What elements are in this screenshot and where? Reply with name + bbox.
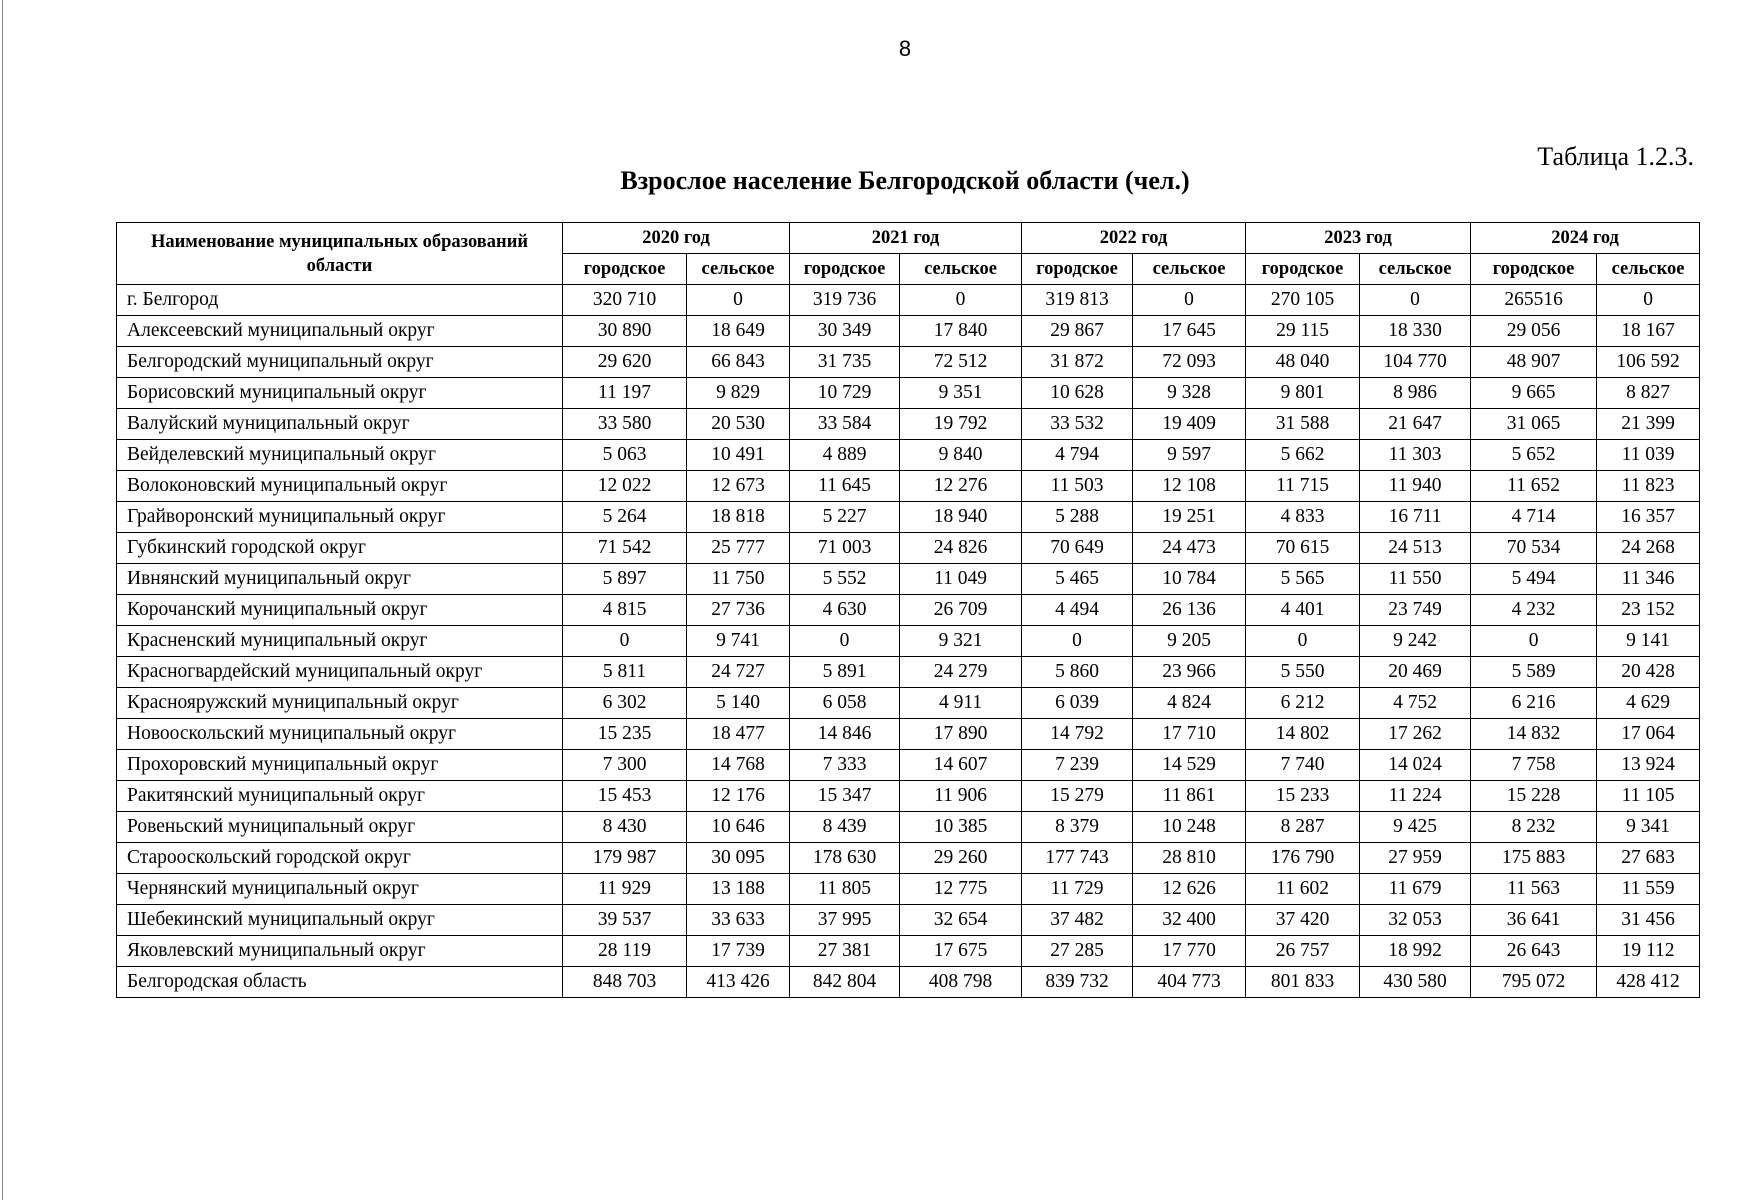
rural-value-cell: 11 679	[1360, 874, 1471, 905]
municipality-name: Шебекинский муниципальный округ	[117, 905, 563, 936]
urban-value-cell: 37 995	[790, 905, 900, 936]
table-row	[117, 285, 1700, 316]
rural-value-cell: 11 750	[687, 564, 790, 595]
urban-value-cell: 11 805	[790, 874, 900, 905]
rural-value-cell: 4 911	[900, 688, 1022, 719]
rural-value-cell: 9 597	[1133, 440, 1246, 471]
urban-value-cell: 5 550	[1246, 657, 1360, 688]
rural-header: сельское	[1360, 254, 1471, 285]
urban-value-cell: 7 239	[1022, 750, 1133, 781]
rural-value-cell: 18 330	[1360, 316, 1471, 347]
municipality-name: Белгородский муниципальный округ	[117, 347, 563, 378]
urban-value-cell: 4 630	[790, 595, 900, 626]
rural-value-cell: 24 513	[1360, 533, 1471, 564]
rural-value-cell: 10 385	[900, 812, 1022, 843]
urban-value-cell: 71 003	[790, 533, 900, 564]
rural-value-cell: 9 321	[900, 626, 1022, 657]
urban-value-cell: 4 401	[1246, 595, 1360, 626]
rural-value-cell: 32 053	[1360, 905, 1471, 936]
urban-value-cell: 7 300	[563, 750, 687, 781]
rural-value-cell: 14 024	[1360, 750, 1471, 781]
rural-value-cell: 14 607	[900, 750, 1022, 781]
urban-value-cell: 5 264	[563, 502, 687, 533]
year-header-2022: 2022 год	[1022, 223, 1246, 254]
rural-value-cell: 20 469	[1360, 657, 1471, 688]
rural-value-cell: 24 727	[687, 657, 790, 688]
urban-value-cell: 5 652	[1471, 440, 1597, 471]
urban-value-cell: 11 645	[790, 471, 900, 502]
rural-value-cell: 32 654	[900, 905, 1022, 936]
urban-value-cell: 848 703	[563, 967, 687, 998]
table-row	[117, 440, 1700, 471]
urban-header: городское	[1022, 254, 1133, 285]
rural-value-cell: 24 473	[1133, 533, 1246, 564]
urban-value-cell: 319 736	[790, 285, 900, 316]
urban-value-cell: 8 379	[1022, 812, 1133, 843]
municipality-name: Красногвардейский муниципальный округ	[117, 657, 563, 688]
urban-value-cell: 4 889	[790, 440, 900, 471]
table-row	[117, 533, 1700, 564]
table-row	[117, 409, 1700, 440]
year-header-row	[117, 223, 1700, 254]
table-row	[117, 781, 1700, 812]
urban-value-cell: 6 058	[790, 688, 900, 719]
rural-value-cell: 9 829	[687, 378, 790, 409]
municipality-name: Борисовский муниципальный округ	[117, 378, 563, 409]
rural-value-cell: 9 341	[1597, 812, 1700, 843]
urban-value-cell: 15 347	[790, 781, 900, 812]
rural-value-cell: 17 710	[1133, 719, 1246, 750]
table-row	[117, 688, 1700, 719]
table-row	[117, 874, 1700, 905]
rural-value-cell: 28 810	[1133, 843, 1246, 874]
rural-value-cell: 72 512	[900, 347, 1022, 378]
urban-value-cell: 0	[563, 626, 687, 657]
urban-value-cell: 11 652	[1471, 471, 1597, 502]
rural-value-cell: 404 773	[1133, 967, 1246, 998]
urban-value-cell: 29 620	[563, 347, 687, 378]
urban-value-cell: 31 735	[790, 347, 900, 378]
page-number: 8	[898, 36, 912, 61]
rural-value-cell: 8 827	[1597, 378, 1700, 409]
rural-value-cell: 18 940	[900, 502, 1022, 533]
urban-value-cell: 11 729	[1022, 874, 1133, 905]
urban-value-cell: 15 235	[563, 719, 687, 750]
urban-value-cell: 70 649	[1022, 533, 1133, 564]
urban-value-cell: 5 288	[1022, 502, 1133, 533]
table-row	[117, 719, 1700, 750]
urban-value-cell: 6 212	[1246, 688, 1360, 719]
table-row	[117, 905, 1700, 936]
urban-value-cell: 12 022	[563, 471, 687, 502]
municipality-name: Яковлевский муниципальный округ	[117, 936, 563, 967]
urban-value-cell: 5 589	[1471, 657, 1597, 688]
urban-value-cell: 5 465	[1022, 564, 1133, 595]
urban-value-cell: 11 197	[563, 378, 687, 409]
urban-value-cell: 28 119	[563, 936, 687, 967]
rural-value-cell: 11 550	[1360, 564, 1471, 595]
urban-value-cell: 15 228	[1471, 781, 1597, 812]
table-row	[117, 502, 1700, 533]
table-row	[117, 316, 1700, 347]
urban-value-cell: 70 615	[1246, 533, 1360, 564]
table-row	[117, 812, 1700, 843]
rural-value-cell: 11 105	[1597, 781, 1700, 812]
rural-value-cell: 13 188	[687, 874, 790, 905]
rural-value-cell: 9 840	[900, 440, 1022, 471]
municipality-name: Вейделевский муниципальный округ	[117, 440, 563, 471]
rural-value-cell: 12 673	[687, 471, 790, 502]
rural-value-cell: 16 711	[1360, 502, 1471, 533]
rural-value-cell: 408 798	[900, 967, 1022, 998]
municipality-name: Чернянский муниципальный округ	[117, 874, 563, 905]
rural-value-cell: 17 890	[900, 719, 1022, 750]
table-body	[117, 285, 1700, 998]
rural-value-cell: 11 940	[1360, 471, 1471, 502]
rural-value-cell: 19 792	[900, 409, 1022, 440]
rural-value-cell: 29 260	[900, 843, 1022, 874]
urban-value-cell: 5 897	[563, 564, 687, 595]
rural-value-cell: 9 205	[1133, 626, 1246, 657]
rural-value-cell: 10 784	[1133, 564, 1246, 595]
municipality-name: Старооскольский городской округ	[117, 843, 563, 874]
urban-value-cell: 71 542	[563, 533, 687, 564]
rural-value-cell: 8 986	[1360, 378, 1471, 409]
urban-value-cell: 14 792	[1022, 719, 1133, 750]
rural-value-cell: 17 840	[900, 316, 1022, 347]
urban-value-cell: 14 832	[1471, 719, 1597, 750]
urban-value-cell: 10 628	[1022, 378, 1133, 409]
urban-value-cell: 265516	[1471, 285, 1597, 316]
year-header-2023: 2023 год	[1246, 223, 1471, 254]
table-row	[117, 843, 1700, 874]
rural-value-cell: 13 924	[1597, 750, 1700, 781]
page-title: Взрослое население Белгородской области (чел.)	[620, 166, 1190, 195]
urban-value-cell: 0	[790, 626, 900, 657]
municipality-name: Валуйский муниципальный округ	[117, 409, 563, 440]
urban-header: городское	[790, 254, 900, 285]
urban-value-cell: 5 552	[790, 564, 900, 595]
rural-value-cell: 10 646	[687, 812, 790, 843]
rural-value-cell: 5 140	[687, 688, 790, 719]
rural-value-cell: 413 426	[687, 967, 790, 998]
rural-value-cell: 17 262	[1360, 719, 1471, 750]
rural-value-cell: 24 279	[900, 657, 1022, 688]
urban-header: городское	[1471, 254, 1597, 285]
rural-value-cell: 10 248	[1133, 812, 1246, 843]
urban-value-cell: 14 846	[790, 719, 900, 750]
rural-value-cell: 16 357	[1597, 502, 1700, 533]
rural-value-cell: 19 251	[1133, 502, 1246, 533]
urban-value-cell: 5 891	[790, 657, 900, 688]
municipality-name: г. Белгород	[117, 285, 563, 316]
urban-value-cell: 4 794	[1022, 440, 1133, 471]
urban-value-cell: 29 056	[1471, 316, 1597, 347]
rural-value-cell: 14 529	[1133, 750, 1246, 781]
urban-value-cell: 26 757	[1246, 936, 1360, 967]
urban-value-cell: 11 929	[563, 874, 687, 905]
urban-value-cell: 5 227	[790, 502, 900, 533]
rural-value-cell: 0	[1597, 285, 1700, 316]
urban-value-cell: 178 630	[790, 843, 900, 874]
urban-value-cell: 4 815	[563, 595, 687, 626]
rural-value-cell: 0	[900, 285, 1022, 316]
municipality-name: Ивнянский муниципальный округ	[117, 564, 563, 595]
municipality-name: Красненский муниципальный округ	[117, 626, 563, 657]
rural-value-cell: 9 328	[1133, 378, 1246, 409]
table-row	[117, 750, 1700, 781]
urban-value-cell: 11 563	[1471, 874, 1597, 905]
urban-value-cell: 270 105	[1246, 285, 1360, 316]
rural-value-cell: 17 675	[900, 936, 1022, 967]
rural-value-cell: 11 224	[1360, 781, 1471, 812]
urban-value-cell: 36 641	[1471, 905, 1597, 936]
urban-value-cell: 179 987	[563, 843, 687, 874]
rural-value-cell: 0	[687, 285, 790, 316]
urban-value-cell: 795 072	[1471, 967, 1597, 998]
year-header-2021: 2021 год	[790, 223, 1022, 254]
municipality-name: Алексеевский муниципальный округ	[117, 316, 563, 347]
urban-value-cell: 9 801	[1246, 378, 1360, 409]
rural-value-cell: 11 049	[900, 564, 1022, 595]
rural-value-cell: 26 136	[1133, 595, 1246, 626]
urban-value-cell: 5 565	[1246, 564, 1360, 595]
rural-value-cell: 18 649	[687, 316, 790, 347]
urban-value-cell: 15 279	[1022, 781, 1133, 812]
urban-value-cell: 4 232	[1471, 595, 1597, 626]
rural-value-cell: 9 425	[1360, 812, 1471, 843]
rural-value-cell: 4 824	[1133, 688, 1246, 719]
urban-value-cell: 26 643	[1471, 936, 1597, 967]
municipality-name: Ракитянский муниципальный округ	[117, 781, 563, 812]
rural-value-cell: 17 645	[1133, 316, 1246, 347]
rural-value-cell: 33 633	[687, 905, 790, 936]
rural-value-cell: 20 428	[1597, 657, 1700, 688]
urban-value-cell: 8 430	[563, 812, 687, 843]
rural-value-cell: 72 093	[1133, 347, 1246, 378]
municipality-name: Ровеньский муниципальный округ	[117, 812, 563, 843]
municipality-name: Прохоровский муниципальный округ	[117, 750, 563, 781]
rural-value-cell: 11 346	[1597, 564, 1700, 595]
urban-value-cell: 8 439	[790, 812, 900, 843]
urban-value-cell: 70 534	[1471, 533, 1597, 564]
rural-value-cell: 20 530	[687, 409, 790, 440]
rural-value-cell: 12 108	[1133, 471, 1246, 502]
urban-value-cell: 48 040	[1246, 347, 1360, 378]
urban-value-cell: 10 729	[790, 378, 900, 409]
table-row	[117, 657, 1700, 688]
rural-value-cell: 104 770	[1360, 347, 1471, 378]
rural-value-cell: 10 491	[687, 440, 790, 471]
rural-value-cell: 25 777	[687, 533, 790, 564]
rural-value-cell: 66 843	[687, 347, 790, 378]
urban-header: городское	[1246, 254, 1360, 285]
urban-value-cell: 7 740	[1246, 750, 1360, 781]
urban-value-cell: 8 232	[1471, 812, 1597, 843]
municipality-name: Краснояружский муниципальный округ	[117, 688, 563, 719]
name-column-header: Наименование муниципальных образований области	[117, 223, 563, 285]
urban-value-cell: 8 287	[1246, 812, 1360, 843]
rural-value-cell: 23 749	[1360, 595, 1471, 626]
urban-value-cell: 27 285	[1022, 936, 1133, 967]
urban-value-cell: 175 883	[1471, 843, 1597, 874]
table-row	[117, 564, 1700, 595]
table-label: Таблица 1.2.3.	[1537, 142, 1694, 171]
table-row	[117, 936, 1700, 967]
rural-value-cell: 18 818	[687, 502, 790, 533]
rural-value-cell: 0	[1360, 285, 1471, 316]
rural-value-cell: 4 629	[1597, 688, 1700, 719]
rural-header: сельское	[900, 254, 1022, 285]
table-row	[117, 626, 1700, 657]
urban-value-cell: 9 665	[1471, 378, 1597, 409]
rural-value-cell: 12 626	[1133, 874, 1246, 905]
rural-value-cell: 23 152	[1597, 595, 1700, 626]
urban-value-cell: 15 233	[1246, 781, 1360, 812]
urban-value-cell: 48 907	[1471, 347, 1597, 378]
urban-value-cell: 6 216	[1471, 688, 1597, 719]
rural-value-cell: 17 770	[1133, 936, 1246, 967]
urban-value-cell: 4 833	[1246, 502, 1360, 533]
rural-value-cell: 14 768	[687, 750, 790, 781]
municipality-name: Корочанский муниципальный округ	[117, 595, 563, 626]
urban-value-cell: 4 494	[1022, 595, 1133, 626]
urban-value-cell: 33 584	[790, 409, 900, 440]
urban-value-cell: 5 860	[1022, 657, 1133, 688]
municipality-name: Волоконовский муниципальный округ	[117, 471, 563, 502]
year-header-2020: 2020 год	[563, 223, 790, 254]
rural-header: сельское	[1597, 254, 1700, 285]
urban-value-cell: 801 833	[1246, 967, 1360, 998]
rural-value-cell: 26 709	[900, 595, 1022, 626]
urban-value-cell: 29 867	[1022, 316, 1133, 347]
urban-value-cell: 29 115	[1246, 316, 1360, 347]
urban-value-cell: 6 302	[563, 688, 687, 719]
rural-value-cell: 9 242	[1360, 626, 1471, 657]
rural-value-cell: 430 580	[1360, 967, 1471, 998]
rural-value-cell: 17 064	[1597, 719, 1700, 750]
rural-value-cell: 30 095	[687, 843, 790, 874]
urban-value-cell: 5 811	[563, 657, 687, 688]
urban-value-cell: 6 039	[1022, 688, 1133, 719]
table-row	[117, 347, 1700, 378]
rural-value-cell: 24 268	[1597, 533, 1700, 564]
rural-value-cell: 9 351	[900, 378, 1022, 409]
rural-value-cell: 21 399	[1597, 409, 1700, 440]
urban-value-cell: 839 732	[1022, 967, 1133, 998]
urban-value-cell: 842 804	[790, 967, 900, 998]
rural-value-cell: 31 456	[1597, 905, 1700, 936]
urban-value-cell: 5 494	[1471, 564, 1597, 595]
rural-value-cell: 32 400	[1133, 905, 1246, 936]
urban-value-cell: 319 813	[1022, 285, 1133, 316]
urban-value-cell: 31 872	[1022, 347, 1133, 378]
urban-value-cell: 11 602	[1246, 874, 1360, 905]
urban-value-cell: 4 714	[1471, 502, 1597, 533]
urban-value-cell: 177 743	[1022, 843, 1133, 874]
urban-header: городское	[563, 254, 687, 285]
rural-value-cell: 23 966	[1133, 657, 1246, 688]
urban-value-cell: 15 453	[563, 781, 687, 812]
rural-value-cell: 12 176	[687, 781, 790, 812]
rural-value-cell: 18 477	[687, 719, 790, 750]
urban-value-cell: 0	[1022, 626, 1133, 657]
urban-value-cell: 39 537	[563, 905, 687, 936]
urban-value-cell: 33 532	[1022, 409, 1133, 440]
urban-value-cell: 37 482	[1022, 905, 1133, 936]
rural-value-cell: 428 412	[1597, 967, 1700, 998]
urban-value-cell: 30 349	[790, 316, 900, 347]
rural-value-cell: 9 741	[687, 626, 790, 657]
urban-value-cell: 0	[1246, 626, 1360, 657]
rural-value-cell: 27 683	[1597, 843, 1700, 874]
municipality-name: Новооскольский муниципальный округ	[117, 719, 563, 750]
rural-value-cell: 27 959	[1360, 843, 1471, 874]
rural-value-cell: 11 303	[1360, 440, 1471, 471]
urban-value-cell: 7 758	[1471, 750, 1597, 781]
rural-value-cell: 11 906	[900, 781, 1022, 812]
municipality-name: Белгородская область	[117, 967, 563, 998]
table-row	[117, 595, 1700, 626]
table-row	[117, 378, 1700, 409]
urban-value-cell: 31 588	[1246, 409, 1360, 440]
urban-value-cell: 176 790	[1246, 843, 1360, 874]
municipality-name: Губкинский городской округ	[117, 533, 563, 564]
urban-value-cell: 0	[1471, 626, 1597, 657]
rural-header: сельское	[1133, 254, 1246, 285]
year-header-2024: 2024 год	[1471, 223, 1700, 254]
urban-value-cell: 30 890	[563, 316, 687, 347]
urban-value-cell: 14 802	[1246, 719, 1360, 750]
urban-value-cell: 5 063	[563, 440, 687, 471]
rural-value-cell: 12 276	[900, 471, 1022, 502]
rural-value-cell: 19 409	[1133, 409, 1246, 440]
urban-value-cell: 11 503	[1022, 471, 1133, 502]
rural-value-cell: 11 039	[1597, 440, 1700, 471]
rural-value-cell: 18 167	[1597, 316, 1700, 347]
urban-value-cell: 320 710	[563, 285, 687, 316]
population-table	[116, 222, 1700, 998]
table-row	[117, 967, 1700, 998]
urban-value-cell: 37 420	[1246, 905, 1360, 936]
rural-value-cell: 106 592	[1597, 347, 1700, 378]
urban-value-cell: 31 065	[1471, 409, 1597, 440]
rural-value-cell: 18 992	[1360, 936, 1471, 967]
rural-value-cell: 24 826	[900, 533, 1022, 564]
table-row	[117, 471, 1700, 502]
urban-value-cell: 27 381	[790, 936, 900, 967]
rural-value-cell: 17 739	[687, 936, 790, 967]
rural-value-cell: 19 112	[1597, 936, 1700, 967]
municipality-name: Грайворонский муниципальный округ	[117, 502, 563, 533]
rural-value-cell: 4 752	[1360, 688, 1471, 719]
rural-value-cell: 12 775	[900, 874, 1022, 905]
rural-value-cell: 11 823	[1597, 471, 1700, 502]
urban-value-cell: 33 580	[563, 409, 687, 440]
urban-value-cell: 5 662	[1246, 440, 1360, 471]
rural-value-cell: 27 736	[687, 595, 790, 626]
rural-header: сельское	[687, 254, 790, 285]
rural-value-cell: 11 861	[1133, 781, 1246, 812]
urban-value-cell: 7 333	[790, 750, 900, 781]
urban-value-cell: 11 715	[1246, 471, 1360, 502]
rural-value-cell: 9 141	[1597, 626, 1700, 657]
rural-value-cell: 11 559	[1597, 874, 1700, 905]
rural-value-cell: 0	[1133, 285, 1246, 316]
rural-value-cell: 21 647	[1360, 409, 1471, 440]
